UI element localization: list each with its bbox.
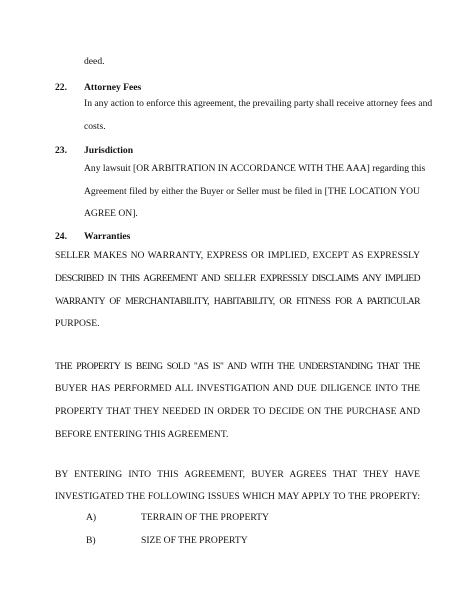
warranty-paragraph-2-line-1: THE PROPERTY IS BEING SOLD "AS IS" AND WITH THE UNDERSTANDING THAT THE — [55, 361, 420, 372]
section-23-line-1: Any lawsuit [OR ARBITRATION IN ACCORDANCE WITH THE AAA] regarding this — [84, 163, 426, 174]
list-item-a-letter: A) — [86, 512, 97, 523]
list-item-b-text: SIZE OF THE PROPERTY — [141, 535, 248, 546]
warranty-paragraph-3-line-1: BY ENTERING INTO THIS AGREEMENT, BUYER AGREES THAT THEY HAVE — [55, 469, 420, 480]
section-23-line-3: AGREE ON]. — [84, 208, 138, 219]
warranty-paragraph-2-line-2: BUYER HAS PERFORMED ALL INVESTIGATION AND DUE DILIGENCE INTO THE — [55, 383, 420, 394]
warranty-paragraph-2-line-4: BEFORE ENTERING THIS AGREEMENT. — [55, 429, 229, 440]
section-22-heading: Attorney Fees — [84, 82, 142, 93]
section-24-number: 24. — [55, 231, 67, 242]
section-23-heading: Jurisdiction — [84, 145, 134, 156]
warranty-paragraph-1-line-1: SELLER MAKES NO WARRANTY, EXPRESS OR IMPLIED, EXCEPT AS EXPRESSLY — [55, 250, 420, 261]
section-23-line-2: Agreement filed by either the Buyer or Seller must be filed in [THE LOCATION YOU — [84, 186, 420, 197]
continued-text-line: deed. — [84, 56, 105, 67]
section-23-number: 23. — [55, 145, 67, 156]
section-22-line-2: costs. — [84, 121, 106, 132]
list-item-b-letter: B) — [86, 535, 96, 546]
warranty-paragraph-1-line-4: PURPOSE. — [55, 318, 100, 329]
warranty-paragraph-1-line-3: WARRANTY OF MERCHANTABILITY, HABITABILITY, OR FITNESS FOR A PARTICULAR — [55, 296, 420, 307]
section-22-number: 22. — [55, 82, 67, 93]
section-24-heading: Warranties — [84, 231, 131, 242]
section-22-line-1: In any action to enforce this agreement, the prevailing party shall receive attorney fees and — [84, 98, 433, 109]
warranty-paragraph-1-line-2: DESCRIBED IN THIS AGREEMENT AND SELLER EXPRESSLY DISCLAIMS ANY IMPLIED — [55, 273, 420, 284]
list-item-a-text: TERRAIN OF THE PROPERTY — [141, 512, 269, 523]
warranty-paragraph-3-line-2: INVESTIGATED THE FOLLOWING ISSUES WHICH MAY APPLY TO THE PROPERTY: — [55, 491, 420, 502]
warranty-paragraph-2-line-3: PROPERTY THAT THEY NEEDED IN ORDER TO DECIDE ON THE PURCHASE AND — [55, 406, 420, 417]
